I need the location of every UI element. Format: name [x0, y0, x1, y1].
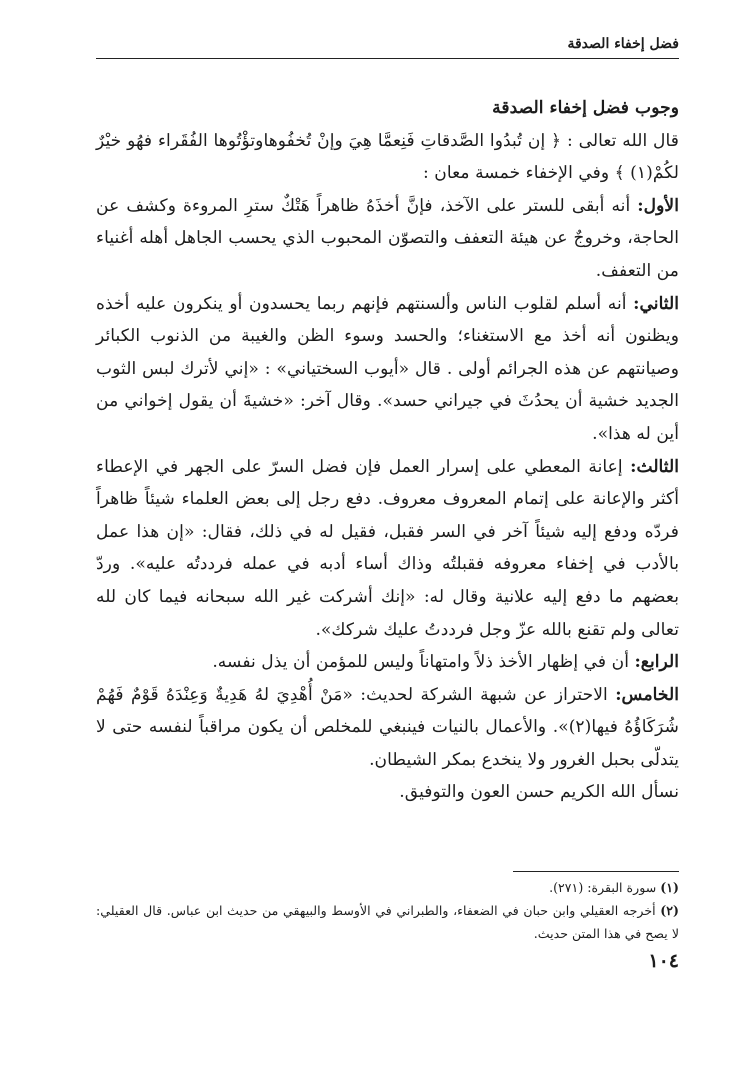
paragraph-text: قال الله تعالى : ﴿ إن تُبدُوا الصَّدقاتِ فَنِعمَّا هِيَ وإنْ تُخفُوهاوتؤْتُوها الفُقَراء فهُو خيْرٌ لكُمْ(١) ﴾ وفي الإخفاء خمسة معان :: [96, 130, 679, 184]
page-number: ١٠٤: [648, 950, 679, 972]
footnote: [96, 899, 679, 945]
header-divider: [96, 58, 679, 59]
footnote-number: (١): [660, 880, 679, 895]
paragraph-lead: الأول:: [637, 195, 679, 216]
paragraph-closing: [96, 776, 679, 809]
footnote-text: أخرجه العقيلي وابن حبان في الضعفاء، والطبراني في الأوسط والبيهقي من حديث ابن عباس. قال العقيلي: لا يصح في هذا المتن حديث.: [96, 903, 679, 941]
paragraph-second: [96, 288, 679, 451]
main-text: [96, 92, 679, 809]
footnote-text: سورة البقرة: (٢٧١).: [549, 880, 661, 895]
running-title: فضل إخفاء الصدقة: [567, 36, 679, 52]
paragraph-lead: الرابع:: [634, 652, 679, 673]
paragraph-text: أنه أبقى للستر على الآخذ، فإنَّ أخذَهُ ظاهراً هَتْكٌ سترِ المروءة وكشف عن الحاجة، وخروجٌ عن هيئة التعفف والتصوّن المحبوب الذي يحسب الجاهل أهله أغنياء من التعفف.: [96, 195, 679, 281]
footnotes: [96, 876, 679, 945]
footnote: [96, 876, 679, 899]
paragraph-text: نسأل الله الكريم حسن العون والتوفيق.: [399, 782, 679, 803]
paragraph-fifth: [96, 679, 679, 777]
paragraph-text: أنه أسلم لقلوب الناس وألسنتهم فإنهم ربما يحسدون أو ينكرون عليه أخذه ويظنون أنه أخذ مع الاستغناء؛ والحسد وسوء الظن والغيبة من الذنوب الكبائر وصيانتهم عن هذه الجرائم أولى . قال «أيوب السختياني» : «إني لأترك لبس الثوب الجديد خشية أن يحدُثَ في جيراني حسد». وقال آخر: «خشيةَ أن يقول إخواني من أين له هذا».: [96, 293, 679, 444]
paragraph-lead: الثالث:: [630, 456, 679, 477]
footnote-divider: [513, 871, 679, 872]
paragraph-text: الاحتراز عن شبهة الشركة لحديث: «مَنْ أُهْدِيَ لهُ هَدِيةٌ وَعِنْدَهُ قَوْمٌ فَهُمْ شُرَكَاؤُهُ فيها(٢)». والأعمال بالنيات فينبغي للمخلص أن يكون مراقباً لنفسه حتى لا يتدلّى بحبل الغرور ولا ينخدع بمكر الشيطان.: [96, 684, 680, 770]
paragraph-third: [96, 451, 679, 647]
paragraph-first: [96, 190, 679, 288]
paragraph-lead: الخامس:: [615, 684, 679, 705]
footnote-number: (٢): [660, 903, 679, 918]
paragraph-fourth: [96, 646, 679, 679]
section-heading: وجوب فضل إخفاء الصدقة: [492, 98, 679, 118]
paragraph-intro: [96, 125, 679, 190]
paragraph-text: إعانة المعطي على إسرار العمل فإن فضل السرّ على الجهر في الإعطاء أكثر والإعانة على إتمام المعروف معروف. دفع رجل إلى بعض العلماء شيئاً ظاهراً فردّه ودفع إليه شيئاً آخر في السر فقبل، فقيل له في ذلك، فقال: «إن هذا عمل بالأدب في إخفاء معروفه فقبلتُه وذاك أساء أدبه في عمله فرددتُه عليه». وردّ بعضهم ما دفع إليه علانية وقال له: «إنك أشركت غير الله سبحانه فيما كان لله تعالى ولم تقنع بالله عزّ وجل فرددتُ عليك شركك».: [96, 456, 679, 640]
paragraph-lead: الثاني:: [633, 293, 679, 314]
paragraph-text: أن في إظهار الأخذ ذلاً وامتهاناً وليس للمؤمن أن يذل نفسه.: [212, 652, 635, 673]
